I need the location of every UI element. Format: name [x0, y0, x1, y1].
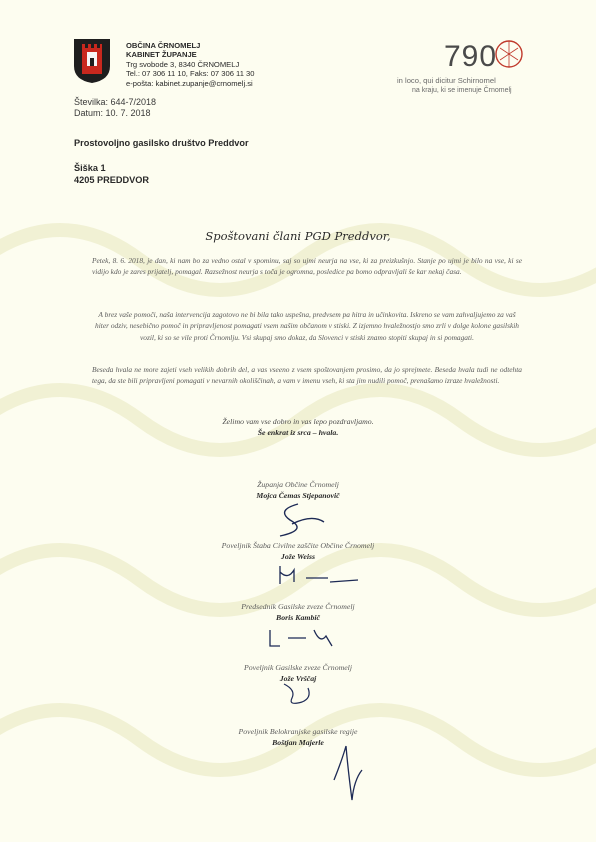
recipient-name: Prostovoljno gasilsko društvo Preddvor: [74, 138, 249, 148]
address: Trg svobode 3, 8340 ČRNOMELJ: [126, 59, 240, 69]
signature-role: Poveljnik Belokranjske gasilske regije: [238, 727, 358, 736]
handwritten-signature: [278, 680, 318, 710]
email: e-pošta: kabinet.zupanje@crnomelj.si: [126, 78, 253, 88]
closing-thanks: Še enkrat iz srca – hvala.: [257, 428, 339, 437]
signature-role: Županja Občine Črnomelj: [257, 480, 339, 489]
letter-paragraph-2: A brez vaše pomoči, naša intervencija zagotovo ne bi bila tako uspešna, predvsem pa hitra in učinkovita. Iskreno se vam zahvaljujemo za vaš hiter odziv, nesebično pomoč in pripravljenost pomagati vsem našim občanom v stiski. Z izjemno hvaležnostjo smo zrli v dolge kolone gasilskih vozil, ki so se vile proti Črnomlju. Vsi skupaj smo dokaz, da Slovenci v stiski znamo stopiti skupaj in si pomagati.: [95, 310, 519, 342]
letterhead: [126, 41, 254, 88]
anniversary-motto-translation: na kraju, ki se imenuje Črnomelj: [412, 87, 512, 94]
letter-paragraph-3: Beseda hvala ne more zajeti vseh velikih dobrih del, a vas vseeno z vsem spoštovanjem prosimo, da jo sprejmete. Beseda hvala tudi ne odtehta tega, da ste bili pripravljeni pomagati v nevarnih okoliščinah, a vam v imenu vseh, ki sta jim nudili pomoč, prenašamo izraze hvaležnosti.: [92, 365, 522, 386]
handwritten-signature: [328, 740, 368, 806]
signature-name: Boštjan Majerle: [272, 738, 324, 747]
anniversary-motto: in loco, qui dicitur Schirnomel: [397, 76, 496, 85]
signature-name: Boris Kambič: [276, 613, 320, 622]
recipient-street: Šiška 1: [74, 163, 106, 173]
signature-role: Predsednik Gasilske zveze Črnomelj: [241, 602, 355, 611]
anniversary-logo-icon: [494, 39, 524, 69]
recipient-block: [74, 138, 249, 185]
signature-name: Jože Weiss: [280, 552, 316, 561]
signature-name: Mojca Čemas Stjepanovič: [256, 491, 340, 500]
closing: [0, 416, 596, 438]
signature-name: Jože Vrščaj: [279, 674, 317, 683]
anniversary-number: 790: [444, 40, 498, 73]
document-number: Številka: 644-7/2018: [74, 97, 157, 107]
document-meta: [74, 97, 156, 118]
signature-role: Poveljnik Gasilske zveze Črnomelj: [243, 663, 353, 672]
handwritten-signature: [262, 624, 342, 650]
signature-role: Poveljnik Štaba Civilne zaščite Občine Črnomelj: [221, 541, 375, 550]
document-date: Datum: 10. 7. 2018: [74, 107, 151, 118]
handwritten-signature: [272, 562, 362, 588]
salutation: Spoštovani člani PGD Preddvor,: [205, 229, 391, 243]
office-name: KABINET ŽUPANJE: [126, 50, 197, 60]
handwritten-signature: [268, 500, 338, 540]
municipal-crest-icon: [73, 38, 111, 84]
phone-fax: Tel.: 07 306 11 10, Faks: 07 306 11 30: [126, 69, 255, 79]
letter-paragraph-1: Petek, 8. 6. 2018, je dan, ki nam bo za vedno ostal v spominu, saj so ujmi neurja na vse, ki za preizkušnjo. Stanje po ujmi je bilo na vse, ki se vidijo kdo je zares prijatelj, pomagal. Razsežnost neurja s toča je ogromna, posledice pa bomo odpravljali še kar nekaj časa.: [92, 256, 522, 277]
closing-greeting: Želimo vam vse dobro in vas lepo pozdravljamo.: [222, 417, 374, 426]
municipality-name: OBČINA ČRNOMELJ: [126, 41, 201, 50]
recipient-city: 4205 PREDDVOR: [74, 175, 150, 185]
